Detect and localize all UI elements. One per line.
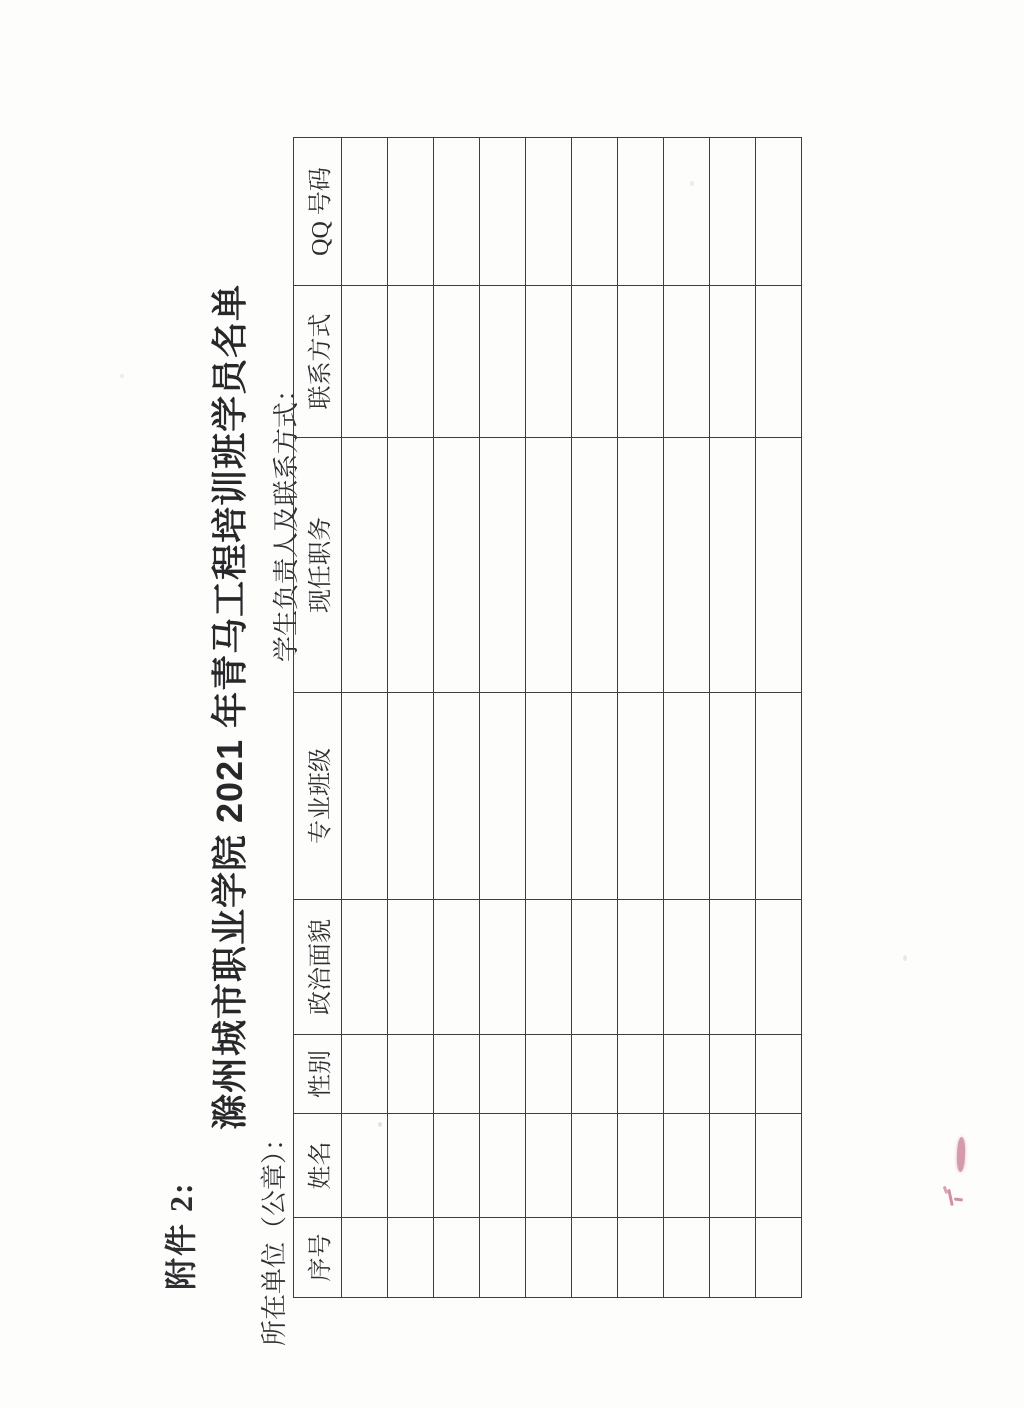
empty-cell [526, 286, 572, 438]
empty-cell [342, 286, 388, 438]
empty-cell [618, 138, 664, 286]
empty-cell [388, 1114, 434, 1218]
empty-cell [664, 438, 710, 693]
empty-cell [756, 1114, 802, 1218]
empty-cell [342, 438, 388, 693]
empty-cell [572, 1035, 618, 1114]
empty-cell [480, 1035, 526, 1114]
empty-cell [342, 138, 388, 286]
empty-cell [756, 286, 802, 438]
scan-noise-speck [690, 181, 694, 186]
scan-noise-speck [120, 374, 124, 378]
empty-cell [480, 438, 526, 693]
column-header: QQ 号码 [294, 138, 342, 286]
empty-cell [572, 693, 618, 900]
empty-cell [434, 1218, 480, 1298]
empty-cell [710, 1218, 756, 1298]
empty-cell [434, 693, 480, 900]
empty-cell [710, 438, 756, 693]
empty-cell [434, 438, 480, 693]
table-row [480, 138, 526, 1298]
empty-cell [526, 438, 572, 693]
empty-cell [388, 900, 434, 1035]
table-row [526, 138, 572, 1298]
empty-cell [434, 286, 480, 438]
empty-cell [572, 1114, 618, 1218]
table-header-row [294, 138, 342, 1298]
empty-cell [756, 438, 802, 693]
empty-cell [388, 438, 434, 693]
table-body [342, 138, 802, 1298]
empty-cell [526, 1114, 572, 1218]
empty-cell [664, 1035, 710, 1114]
red-ink-mark [947, 1189, 953, 1206]
table-row [572, 138, 618, 1298]
empty-cell [572, 1218, 618, 1298]
empty-cell [710, 286, 756, 438]
empty-cell [480, 693, 526, 900]
scan-noise-speck [378, 1122, 382, 1127]
red-ink-mark [956, 1137, 965, 1172]
empty-cell [710, 1035, 756, 1114]
empty-cell [664, 900, 710, 1035]
table-row [756, 138, 802, 1298]
empty-cell [618, 1218, 664, 1298]
unit-seal-label: 所在单位（公章）： [260, 1124, 289, 1346]
empty-cell [480, 286, 526, 438]
empty-cell [572, 438, 618, 693]
column-header: 专业班级 [294, 693, 342, 900]
scan-noise-speck [903, 955, 907, 961]
empty-cell [756, 900, 802, 1035]
empty-cell [342, 1114, 388, 1218]
empty-cell [526, 693, 572, 900]
table-row [710, 138, 756, 1298]
student-contact-label: 学生负责人及联系方式： [272, 375, 301, 662]
roster-table [293, 137, 802, 1298]
empty-cell [480, 900, 526, 1035]
empty-cell [664, 138, 710, 286]
empty-cell [618, 438, 664, 693]
empty-cell [526, 900, 572, 1035]
column-header: 姓名 [294, 1114, 342, 1218]
empty-cell [388, 286, 434, 438]
empty-cell [342, 1035, 388, 1114]
empty-cell [342, 693, 388, 900]
empty-cell [710, 900, 756, 1035]
table-row [388, 138, 434, 1298]
empty-cell [526, 138, 572, 286]
empty-cell [342, 900, 388, 1035]
page-title: 滁州城市职业学院 2021 年青马工程培训班学员名单 [209, 283, 250, 1130]
empty-cell [618, 900, 664, 1035]
empty-cell [480, 1218, 526, 1298]
empty-cell [664, 286, 710, 438]
empty-cell [664, 1114, 710, 1218]
column-header: 联系方式 [294, 286, 342, 438]
empty-cell [618, 693, 664, 900]
empty-cell [526, 1218, 572, 1298]
empty-cell [526, 1035, 572, 1114]
table-row [434, 138, 480, 1298]
empty-cell [618, 286, 664, 438]
empty-cell [756, 138, 802, 286]
column-header: 性别 [294, 1035, 342, 1114]
empty-cell [756, 1035, 802, 1114]
empty-cell [434, 900, 480, 1035]
empty-cell [434, 138, 480, 286]
empty-cell [480, 138, 526, 286]
empty-cell [434, 1114, 480, 1218]
empty-cell [664, 693, 710, 900]
empty-cell [572, 900, 618, 1035]
table-row [664, 138, 710, 1298]
empty-cell [480, 1114, 526, 1218]
empty-cell [710, 138, 756, 286]
empty-cell [572, 138, 618, 286]
empty-cell [710, 693, 756, 900]
empty-cell [618, 1035, 664, 1114]
empty-cell [342, 1218, 388, 1298]
column-header: 序号 [294, 1218, 342, 1298]
table-row [618, 138, 664, 1298]
empty-cell [434, 1035, 480, 1114]
attachment-label: 附件 2: [163, 1181, 199, 1290]
empty-cell [664, 1218, 710, 1298]
empty-cell [388, 138, 434, 286]
empty-cell [388, 1218, 434, 1298]
empty-cell [388, 693, 434, 900]
empty-cell [572, 286, 618, 438]
empty-cell [710, 1114, 756, 1218]
column-header: 政治面貌 [294, 900, 342, 1035]
column-header: 现任职务 [294, 438, 342, 693]
empty-cell [756, 1218, 802, 1298]
empty-cell [618, 1114, 664, 1218]
red-ink-mark [954, 1197, 963, 1201]
empty-cell [388, 1035, 434, 1114]
empty-cell [756, 693, 802, 900]
